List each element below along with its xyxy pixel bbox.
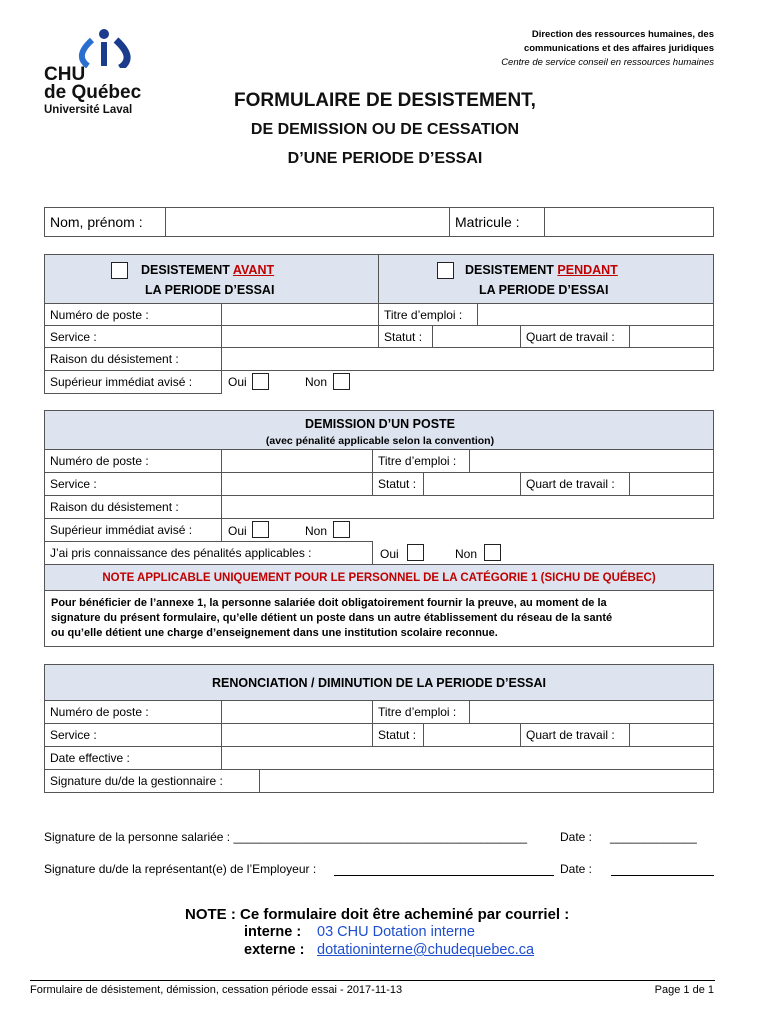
s2-quart-input[interactable] [629,472,714,496]
s1-service-input[interactable] [221,325,379,348]
footer-left: Formulaire de désistement, démission, cessation période essai - 2017-11-13 [30,984,403,996]
note-line3: ou qu’elle détient une charge d’enseignement dans une institution scolaire reconnue. [51,627,498,639]
chu-logo-icon [44,28,154,68]
s1-quart-input[interactable] [629,325,714,348]
desistement-avant-checkbox[interactable] [111,262,128,279]
s2-pen-non-label: Non [455,547,478,561]
s1-numero-label: Numéro de poste : [44,303,222,326]
desistement-pendant-checkbox[interactable] [437,262,454,279]
name-input[interactable] [165,207,450,237]
s3-quart-label: Quart de travail : [520,723,630,747]
s2-pen-oui-checkbox[interactable] [407,544,424,561]
footer-divider [30,980,715,981]
s3-signature-input[interactable] [259,769,714,793]
s2-oui-checkbox[interactable] [252,521,269,538]
note-categorie-body [44,590,714,647]
s2-titre-label: Titre d’emploi : [372,449,470,473]
s2-non-label: Non [305,524,328,538]
note-externe-label: externe : [244,942,305,958]
s3-statut-label: Statut : [372,723,424,747]
demission-header [44,410,714,450]
s3-quart-input[interactable] [629,723,714,747]
s2-pen-non-checkbox[interactable] [484,544,501,561]
s1-statut-input[interactable] [432,325,521,348]
sig-employeur-line[interactable] [334,875,554,876]
s1-non-checkbox[interactable] [333,373,350,390]
dept-line1: Direction des ressources humaines, des [531,29,714,40]
renonciation-title: RENONCIATION / DIMINUTION DE LA PERIODE D’ESSAI [211,675,547,690]
s2-service-input[interactable] [221,472,373,496]
s2-oui-label: Oui [228,524,247,538]
sig-salarie-label[interactable]: Signature de la personne salariée : ____________________________________________ [44,830,528,844]
s1-numero-input[interactable] [221,303,379,326]
dept-line2: communications et des affaires juridiques [523,43,714,54]
s2-penalites-label: J’ai pris connaissance des pénalités applicables : [44,541,373,565]
note-line1: Pour bénéficier de l’annexe 1, la personne salariée doit obligatoirement fournir la preuve, au moment de la [51,597,607,609]
desistement-pendant-sub: LA PERIODE D’ESSAI [479,283,609,297]
s2-statut-input[interactable] [423,472,521,496]
s2-numero-input[interactable] [221,449,373,473]
s3-signature-label: Signature du/de la gestionnaire : [44,769,260,793]
s1-titre-input[interactable] [477,303,714,326]
s2-non-checkbox[interactable] [333,521,350,538]
s2-superieur-label: Supérieur immédiat avisé : [44,518,222,542]
dept-line3: Centre de service conseil en ressources humaines [501,57,714,68]
note-line-title: NOTE : Ce formulaire doit être acheminé par courriel : [185,906,570,923]
note-categorie-title [44,564,714,591]
title-line2: DE DEMISSION OU DE CESSATION [250,121,520,138]
s1-titre-label: Titre d’emploi : [378,303,478,326]
s1-oui-label: Oui [228,375,247,389]
sig-date-label: Date : [560,830,593,844]
s3-titre-input[interactable] [469,700,714,724]
note-line2: signature du présent formulaire, qu’elle détient un poste dans un autre établissement du réseau de la santé [51,612,613,624]
s3-date-label: Date effective : [44,746,222,770]
desistement-avant-header [44,254,379,304]
title-line3: D’UNE PERIODE D’ESSAI [287,150,483,167]
desistement-avant-title: DESISTEMENT AVANT [141,263,275,277]
s2-raison-label: Raison du désistement : [44,495,222,519]
s1-non-label: Non [305,375,328,389]
logo-line1: CHU [44,64,86,85]
s1-superieur-label: Supérieur immédiat avisé : [44,370,222,394]
desistement-pendant-title: DESISTEMENT PENDANT [465,263,618,277]
s2-service-label: Service : [44,472,222,496]
s3-service-label: Service : [44,723,222,747]
sig-date-blank[interactable]: _____________ [610,830,697,844]
s2-quart-label: Quart de travail : [520,472,630,496]
s3-numero-label: Numéro de poste : [44,700,222,724]
s1-raison-label: Raison du désistement : [44,347,222,371]
sig-date2-line[interactable] [611,875,714,876]
s3-numero-input[interactable] [221,700,373,724]
sig-date2-label: Date : [560,862,593,876]
logo-line2: de Québec [44,82,142,103]
s3-statut-input[interactable] [423,723,521,747]
name-label: Nom, prénom : [44,207,166,237]
renonciation-header [44,664,714,701]
s2-statut-label: Statut : [372,472,424,496]
s1-statut-label: Statut : [378,325,433,348]
s1-oui-checkbox[interactable] [252,373,269,390]
logo-line3: Université Laval [44,104,133,116]
sig-employeur-label: Signature du/de la représentant(e) de l’Employeur : [44,862,317,876]
s1-quart-label: Quart de travail : [520,325,630,348]
desistement-pendant-header [378,254,714,304]
s3-date-input[interactable] [221,746,714,770]
s1-service-label: Service : [44,325,222,348]
note-interne-label: interne : [244,924,302,940]
matricule-label: Matricule : [449,207,545,237]
s1-raison-input[interactable] [221,347,714,371]
demission-subtitle: (avec pénalité applicable selon la convention) [265,435,495,447]
s2-raison-input[interactable] [221,495,714,519]
s3-service-input[interactable] [221,723,373,747]
footer-page-number: Page 1 de 1 [654,984,714,996]
demission-title: DEMISSION D’UN POSTE [304,417,456,431]
s2-pen-oui-label: Oui [380,547,399,561]
desistement-avant-sub: LA PERIODE D’ESSAI [145,283,275,297]
note-categorie-text: NOTE APPLICABLE UNIQUEMENT POUR LE PERSONNEL DE LA CATÉGORIE 1 (SICHU DE QUÉBEC) [102,571,656,584]
s2-titre-input[interactable] [469,449,714,473]
title-line1: FORMULAIRE DE DESISTEMENT, [234,90,536,111]
matricule-input[interactable] [544,207,714,237]
s3-titre-label: Titre d’emploi : [372,700,470,724]
note-externe-email-link[interactable]: dotationinterne@chudequebec.ca [317,942,535,958]
s2-numero-label: Numéro de poste : [44,449,222,473]
note-interne-value: 03 CHU Dotation interne [317,924,475,940]
